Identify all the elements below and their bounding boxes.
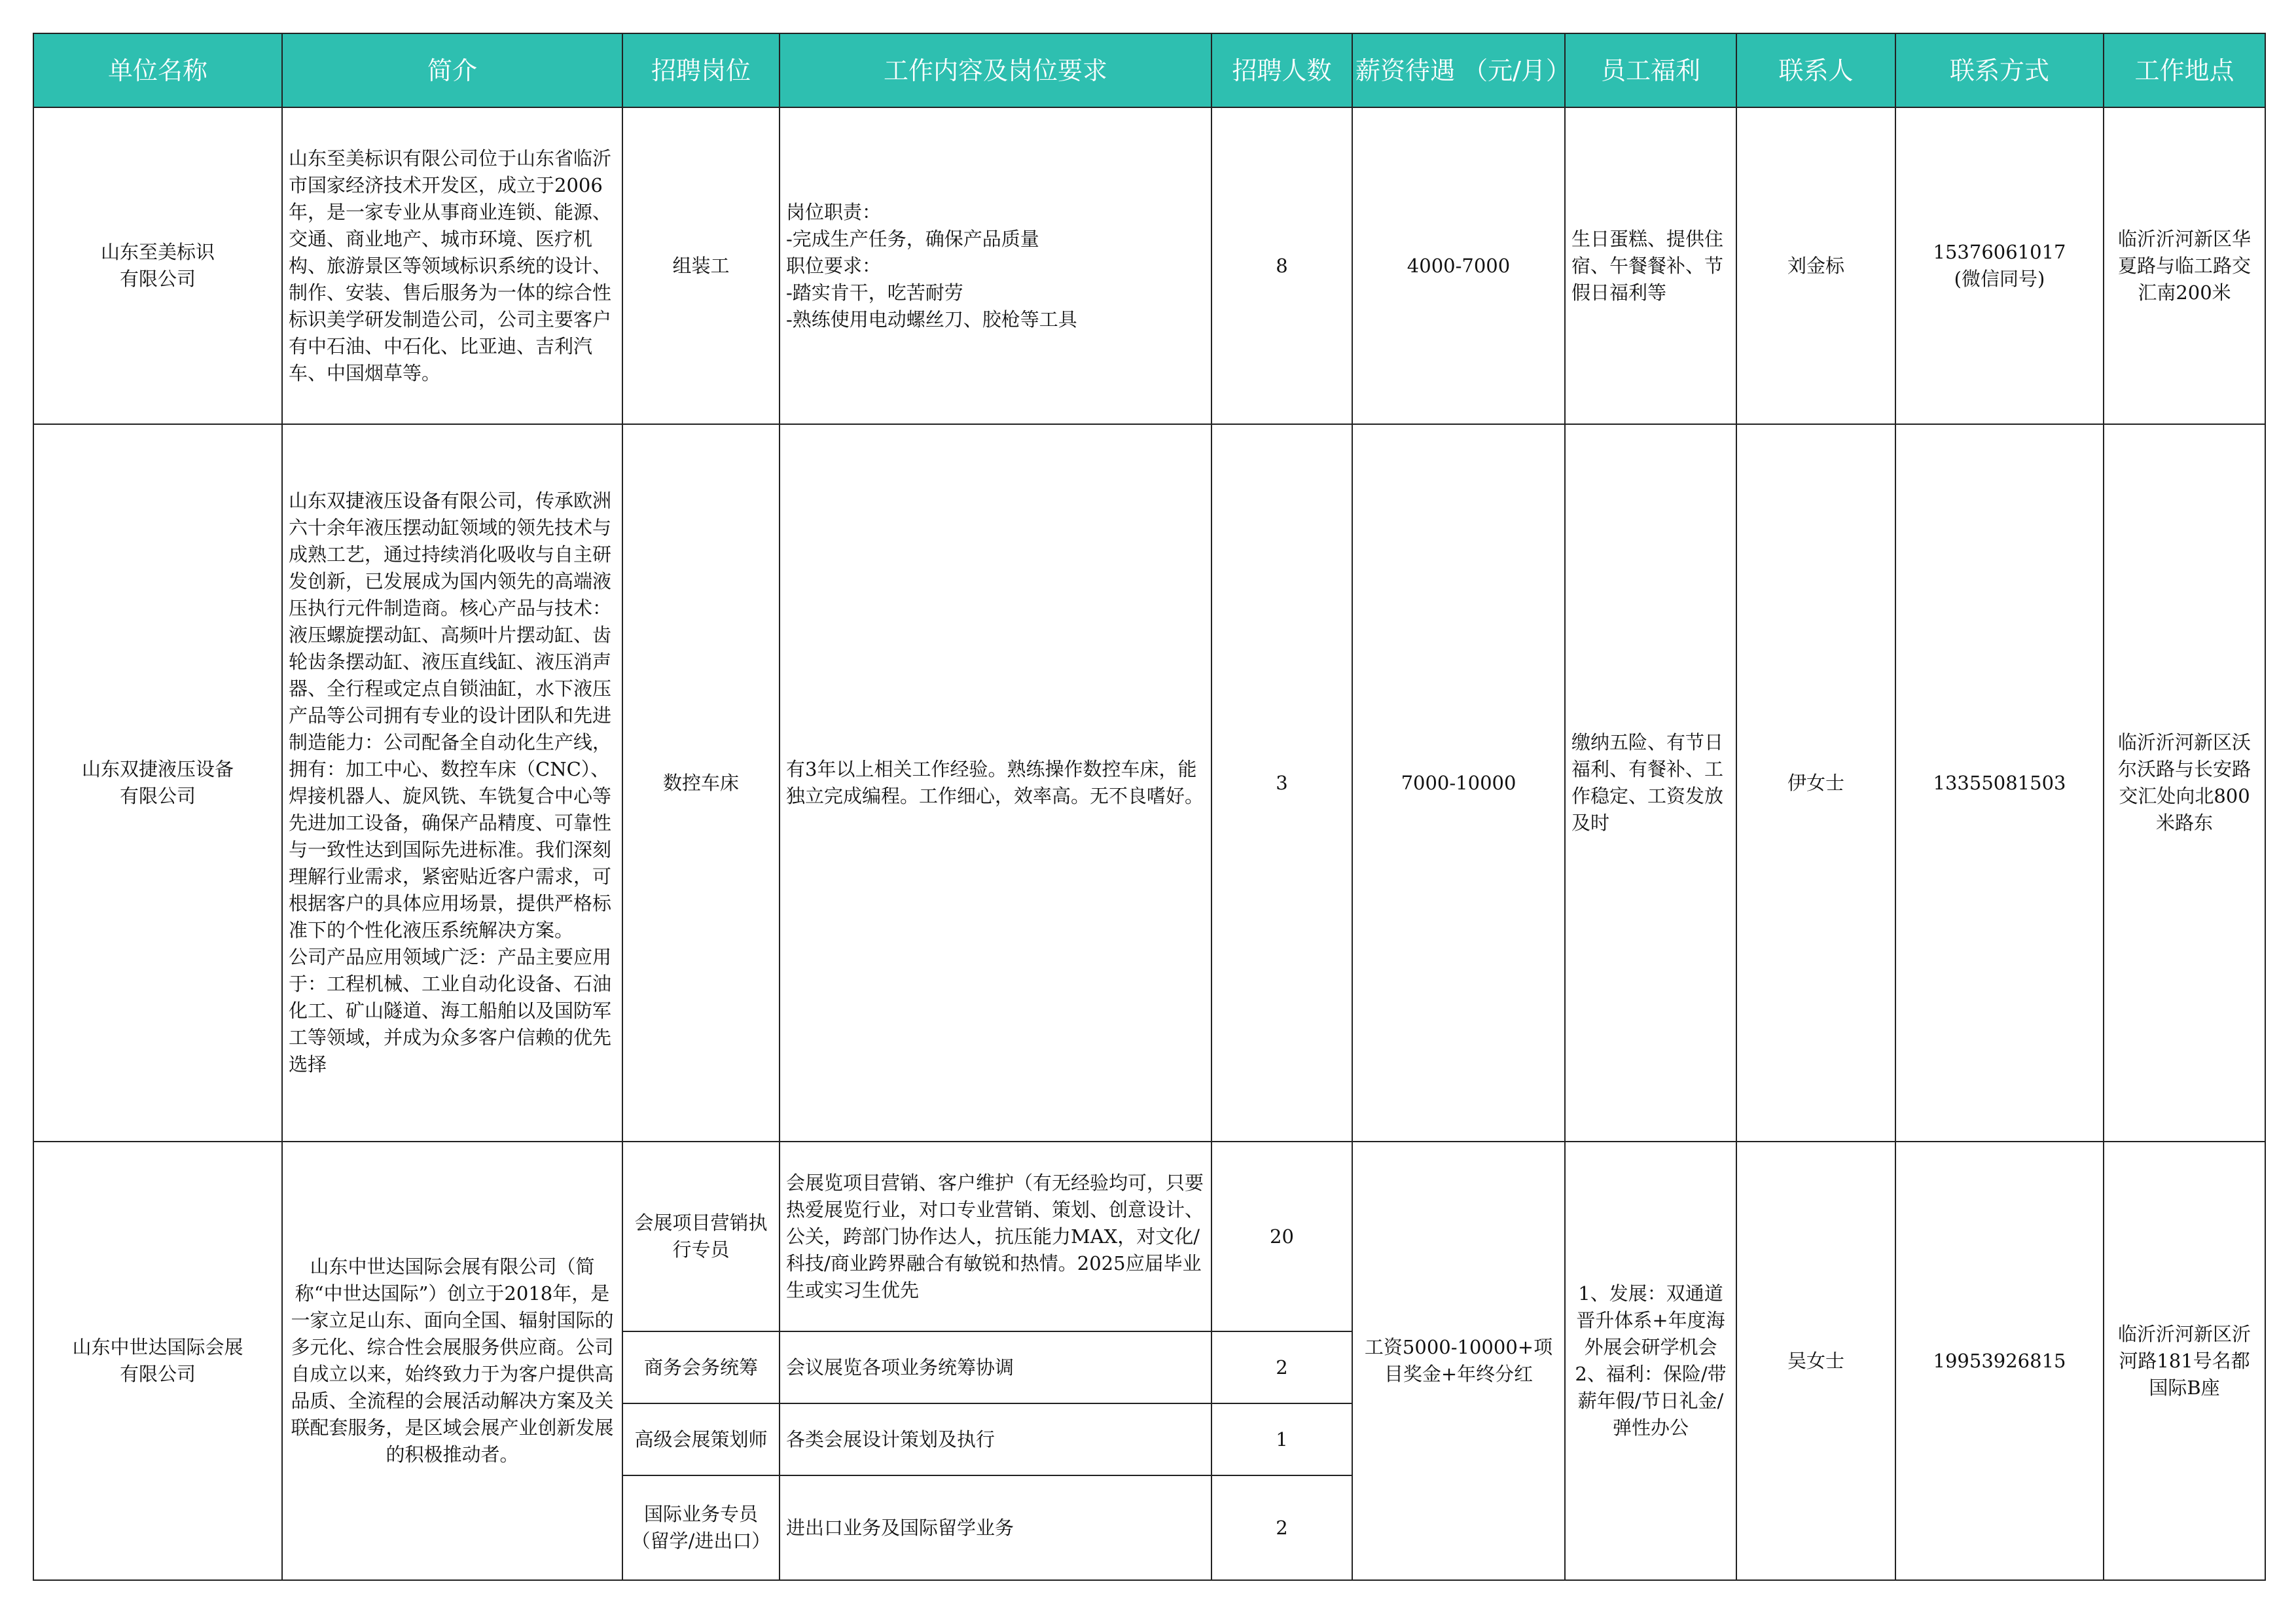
- company-name: 山东双捷液压设备 有限公司: [33, 424, 282, 1142]
- job-position: 国际业务专员（留学/进出口）: [622, 1475, 780, 1580]
- contact-phone: 19953926815: [1895, 1142, 2104, 1580]
- contact-person: 伊女士: [1736, 424, 1895, 1142]
- job-welfare: 缴纳五险、有节日福利、有餐补、工作稳定、工资发放及时: [1565, 424, 1736, 1142]
- table-row: [33, 1142, 2265, 1331]
- company-intro: 山东至美标识有限公司位于山东省临沂市国家经济技术开发区，成立于2006年，是一家专业从事商业连锁、能源、交通、商业地产、城市环境、医疗机构、旅游景区等领域标识系统的设计、制作、安装、售后服务为一体的综合性标识美学研发制造公司，公司主要客户有中石油、中石化、比亚迪、吉利汽车、中国烟草等。: [282, 107, 622, 424]
- header-welfare: 员工福利: [1565, 33, 1736, 107]
- header-phone: 联系方式: [1895, 33, 2104, 107]
- job-position: 数控车床: [622, 424, 780, 1142]
- job-salary: 7000-10000: [1352, 424, 1565, 1142]
- job-count: 3: [1211, 424, 1352, 1142]
- job-count: 20: [1211, 1142, 1352, 1331]
- job-salary: 工资5000-10000+项目奖金+年终分红: [1352, 1142, 1565, 1580]
- job-count: 2: [1211, 1475, 1352, 1580]
- job-duty: 有3年以上相关工作经验。熟练操作数控车床，能独立完成编程。工作细心，效率高。无不良嗜好。: [780, 424, 1211, 1142]
- company-name: 山东至美标识 有限公司: [33, 107, 282, 424]
- company-name: 山东中世达国际会展 有限公司: [33, 1142, 282, 1580]
- table-row: [33, 107, 2265, 424]
- work-location: 临沂沂河新区沃尔沃路与长安路交汇处向北800米路东: [2104, 424, 2265, 1142]
- job-position: 会展项目营销执行专员: [622, 1142, 780, 1331]
- job-duty: 进出口业务及国际留学业务: [780, 1475, 1211, 1580]
- contact-person: 刘金标: [1736, 107, 1895, 424]
- job-count: 2: [1211, 1331, 1352, 1403]
- work-location: 临沂沂河新区沂河路181号名都国际B座: [2104, 1142, 2265, 1580]
- header-company: 单位名称: [33, 33, 282, 107]
- company-intro: 山东中世达国际会展有限公司（简称“中世达国际”）创立于2018年，是一家立足山东、面向全国、辐射国际的多元化、综合性会展服务供应商。公司自成立以来，始终致力于为客户提供高品质、全流程的会展活动解决方案及关联配套服务，是区域会展产业创新发展的积极推动者。: [282, 1142, 622, 1580]
- header-row: [33, 33, 2265, 107]
- job-salary: 4000-7000: [1352, 107, 1565, 424]
- contact-phone: 15376061017 (微信同号): [1895, 107, 2104, 424]
- contact-phone: 13355081503: [1895, 424, 2104, 1142]
- header-duty: 工作内容及岗位要求: [780, 33, 1211, 107]
- header-intro: 简介: [282, 33, 622, 107]
- job-position: 组装工: [622, 107, 780, 424]
- job-welfare: 1、发展：双通道晋升体系+年度海外展会研学机会 2、福利：保险/带薪年假/节日礼金/弹性办公: [1565, 1142, 1736, 1580]
- header-salary: 薪资待遇 （元/月）: [1352, 33, 1565, 107]
- job-welfare: 生日蛋糕、提供住宿、午餐餐补、节假日福利等: [1565, 107, 1736, 424]
- work-location: 临沂沂河新区华夏路与临工路交汇南200米: [2104, 107, 2265, 424]
- header-location: 工作地点: [2104, 33, 2265, 107]
- header-contact: 联系人: [1736, 33, 1895, 107]
- job-count: 1: [1211, 1403, 1352, 1475]
- job-position: 商务会务统筹: [622, 1331, 780, 1403]
- contact-person: 吴女士: [1736, 1142, 1895, 1580]
- job-duty: 岗位职责： -完成生产任务，确保产品质量 职位要求： -踏实肯干，吃苦耐劳 -熟练使用电动螺丝刀、胶枪等工具: [780, 107, 1211, 424]
- job-count: 8: [1211, 107, 1352, 424]
- job-position: 高级会展策划师: [622, 1403, 780, 1475]
- header-count: 招聘人数: [1211, 33, 1352, 107]
- table-row: [33, 424, 2265, 1142]
- job-duty: 会展览项目营销、客户维护（有无经验均可，只要热爱展览行业，对口专业营销、策划、创意设计、公关，跨部门协作达人，抗压能力MAX，对文化/科技/商业跨界融合有敏锐和热情。2025应届毕业生或实习生优先: [780, 1142, 1211, 1331]
- job-duty: 会议展览各项业务统筹协调: [780, 1331, 1211, 1403]
- recruitment-table: [33, 33, 2266, 1581]
- job-duty: 各类会展设计策划及执行: [780, 1403, 1211, 1475]
- header-position: 招聘岗位: [622, 33, 780, 107]
- company-intro: 山东双捷液压设备有限公司，传承欧洲六十余年液压摆动缸领域的领先技术与成熟工艺，通过持续消化吸收与自主研发创新，已发展成为国内领先的高端液压执行元件制造商。核心产品与技术：液压螺旋摆动缸、高频叶片摆动缸、齿轮齿条摆动缸、液压直线缸、液压消声器、全行程或定点自锁油缸，水下液压产品等公司拥有专业的设计团队和先进制造能力：公司配备全自动化生产线，拥有：加工中心、数控车床（CNC）、焊接机器人、旋风铣、车铣复合中心等先进加工设备，确保产品精度、可靠性与一致性达到国际先进标准。我们深刻理解行业需求，紧密贴近客户需求，可根据客户的具体应用场景，提供严格标准下的个性化液压系统解决方案。 公司产品应用领域广泛：产品主要应用于：工程机械、工业自动化设备、石油化工、矿山隧道、海工船舶以及国防军工等领域，并成为众多客户信赖的优先选择: [282, 424, 622, 1142]
